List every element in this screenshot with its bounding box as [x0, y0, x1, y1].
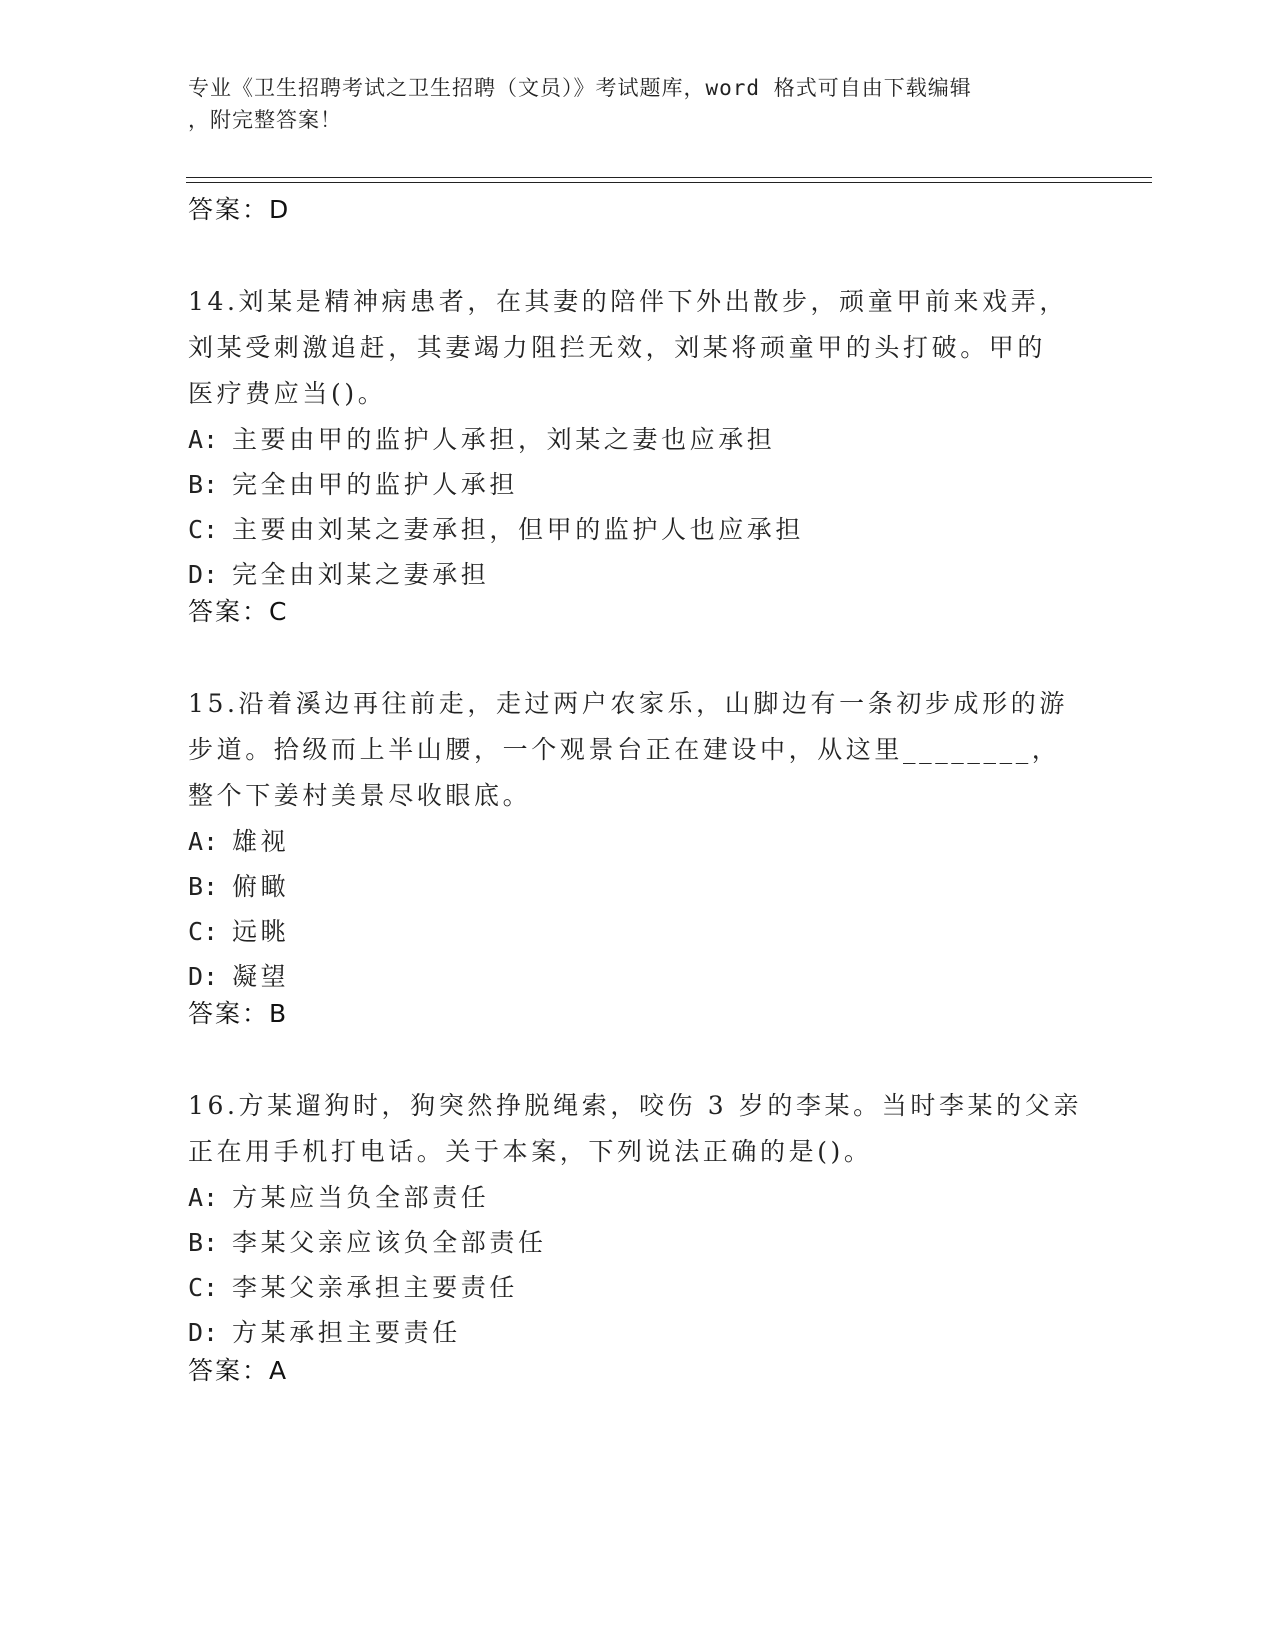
option-key: C: — [188, 917, 219, 946]
option-key: A: — [188, 425, 219, 454]
option-b — [188, 864, 1088, 909]
option-text: 主要由甲的监护人承担，刘某之妻也应承担 — [232, 425, 776, 454]
header-rule-top — [186, 177, 1152, 178]
option-text: 主要由刘某之妻承担，但甲的监护人也应承担 — [232, 515, 805, 544]
option-text: 李某父亲应该负全部责任 — [232, 1228, 547, 1257]
answer-15: 答案：B — [188, 999, 289, 1028]
question-text-line: 16.方某遛狗时，狗突然挣脱绳索，咬伤 3 岁的李某。当时李某的父亲 — [188, 1091, 1082, 1120]
option-text: 方某应当负全部责任 — [232, 1183, 490, 1212]
option-text: 方某承担主要责任 — [232, 1318, 461, 1347]
option-text: 完全由甲的监护人承担 — [232, 470, 519, 499]
header-line-2: ，附完整答案！ — [188, 108, 342, 132]
option-text: 凝望 — [232, 962, 290, 991]
previous-answer: 答案：D — [188, 195, 291, 224]
option-d — [188, 954, 1088, 999]
option-key: D: — [188, 962, 219, 991]
option-text: 俯瞰 — [232, 872, 290, 901]
option-a — [188, 417, 1088, 462]
option-text: 远眺 — [232, 917, 290, 946]
option-key: B: — [188, 470, 219, 499]
answer-14: 答案：C — [188, 597, 289, 626]
question-text-line: 14.刘某是精神病患者，在其妻的陪伴下外出散步，顽童甲前来戏弄， — [188, 287, 1068, 316]
option-d — [188, 1310, 1088, 1355]
option-c — [188, 909, 1088, 954]
question-15 — [188, 681, 1088, 999]
question-text-line: 整个下姜村美景尽收眼底。 — [188, 781, 532, 810]
option-key: D: — [188, 560, 219, 589]
option-key: B: — [188, 1228, 219, 1257]
option-key: B: — [188, 872, 219, 901]
option-key: D: — [188, 1318, 219, 1347]
option-c — [188, 1265, 1088, 1310]
question-16 — [188, 1083, 1088, 1355]
option-key: C: — [188, 515, 219, 544]
option-a — [188, 819, 1088, 864]
option-b — [188, 1220, 1088, 1265]
header-line-1: 专业《卫生招聘考试之卫生招聘（文员）》考试题库，word 格式可自由下载编辑 — [188, 76, 972, 100]
option-key: C: — [188, 1273, 219, 1302]
question-text-line: 15.沿着溪边再往前走，走过两户农家乐，山脚边有一条初步成形的游 — [188, 689, 1068, 718]
question-14 — [188, 279, 1088, 597]
question-text-line: 刘某受刺激追赶，其妻竭力阻拦无效，刘某将顽童甲的头打破。甲的 — [188, 333, 1047, 362]
option-a — [188, 1175, 1088, 1220]
question-text-line: 正在用手机打电话。关于本案，下列说法正确的是()。 — [188, 1137, 873, 1166]
document-header — [188, 72, 1088, 136]
option-c — [188, 507, 1088, 552]
option-d — [188, 552, 1088, 597]
option-key: A: — [188, 827, 219, 856]
question-text-line: 步道。拾级而上半山腰，一个观景台正在建设中，从这里________， — [188, 735, 1061, 764]
option-text: 完全由刘某之妻承担 — [232, 560, 490, 589]
option-text: 雄视 — [232, 827, 290, 856]
header-rule-bottom — [186, 182, 1152, 183]
option-text: 李某父亲承担主要责任 — [232, 1273, 519, 1302]
answer-16: 答案：A — [188, 1356, 289, 1385]
option-key: A: — [188, 1183, 219, 1212]
question-text-line: 医疗费应当()。 — [188, 379, 387, 408]
option-b — [188, 462, 1088, 507]
